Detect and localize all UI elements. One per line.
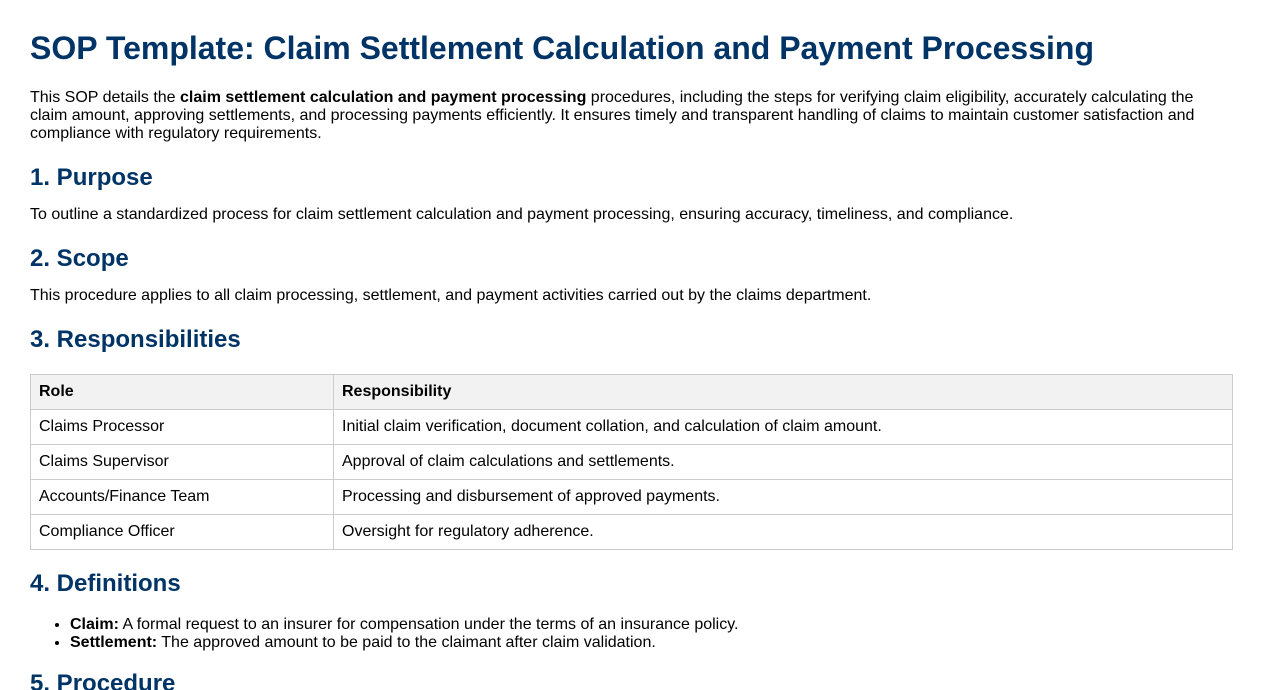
table-row <box>31 480 1233 515</box>
definition-term: Claim: <box>70 616 119 633</box>
intro-paragraph <box>30 89 1233 143</box>
table-row <box>31 445 1233 480</box>
definition-text: The approved amount to be paid to the claimant after claim validation. <box>157 634 656 651</box>
purpose-text: To outline a standardized process for claim settlement calculation and payment processing, ensuring accuracy, timeliness, and compliance. <box>30 206 1014 223</box>
scope-text: This procedure applies to all claim processing, settlement, and payment activities carried out by the claims department. <box>30 287 872 304</box>
definition-term: Settlement: <box>70 634 158 651</box>
definition-text: A formal request to an insurer for compensation under the terms of an insurance policy. <box>118 616 739 633</box>
responsibility-cell: Oversight for regulatory adherence. <box>334 515 1233 550</box>
role-cell: Claims Processor <box>31 410 334 445</box>
role-cell: Compliance Officer <box>31 515 334 550</box>
table-row <box>31 515 1233 550</box>
intro-text-end: procedures, including the steps for verifying claim eligibility, accurately calculating the claim amount, approving settlements, and processing payments efficiently. It ensures timely and transparent handling of claims to maintain customer satisfaction and compliance with regulatory requirements. <box>30 89 1195 142</box>
page-title: SOP Template: Claim Settlement Calculation and Payment Processing <box>30 30 1094 66</box>
column-header-role: Role <box>31 375 334 410</box>
responsibility-cell: Processing and disbursement of approved payments. <box>334 480 1233 515</box>
table-row <box>31 410 1233 445</box>
procedure-heading: 5. Procedure <box>30 670 176 690</box>
column-header-responsibility: Responsibility <box>334 375 1233 410</box>
role-cell: Claims Supervisor <box>31 445 334 480</box>
responsibility-cell: Approval of claim calculations and settlements. <box>334 445 1233 480</box>
definitions-heading: 4. Definitions <box>30 570 181 597</box>
role-cell: Accounts/Finance Team <box>31 480 334 515</box>
table-header-row <box>31 375 1233 410</box>
list-item <box>70 616 1233 634</box>
intro-text-start: This SOP details the <box>30 89 180 106</box>
responsibilities-heading: 3. Responsibilities <box>30 326 241 353</box>
definitions-list <box>30 616 1233 652</box>
responsibility-cell: Initial claim verification, document collation, and calculation of claim amount. <box>334 410 1233 445</box>
responsibilities-table <box>30 374 1233 550</box>
purpose-heading: 1. Purpose <box>30 164 153 191</box>
intro-bold-text: claim settlement calculation and payment processing <box>180 89 587 106</box>
list-item <box>70 634 1233 652</box>
scope-heading: 2. Scope <box>30 245 129 272</box>
